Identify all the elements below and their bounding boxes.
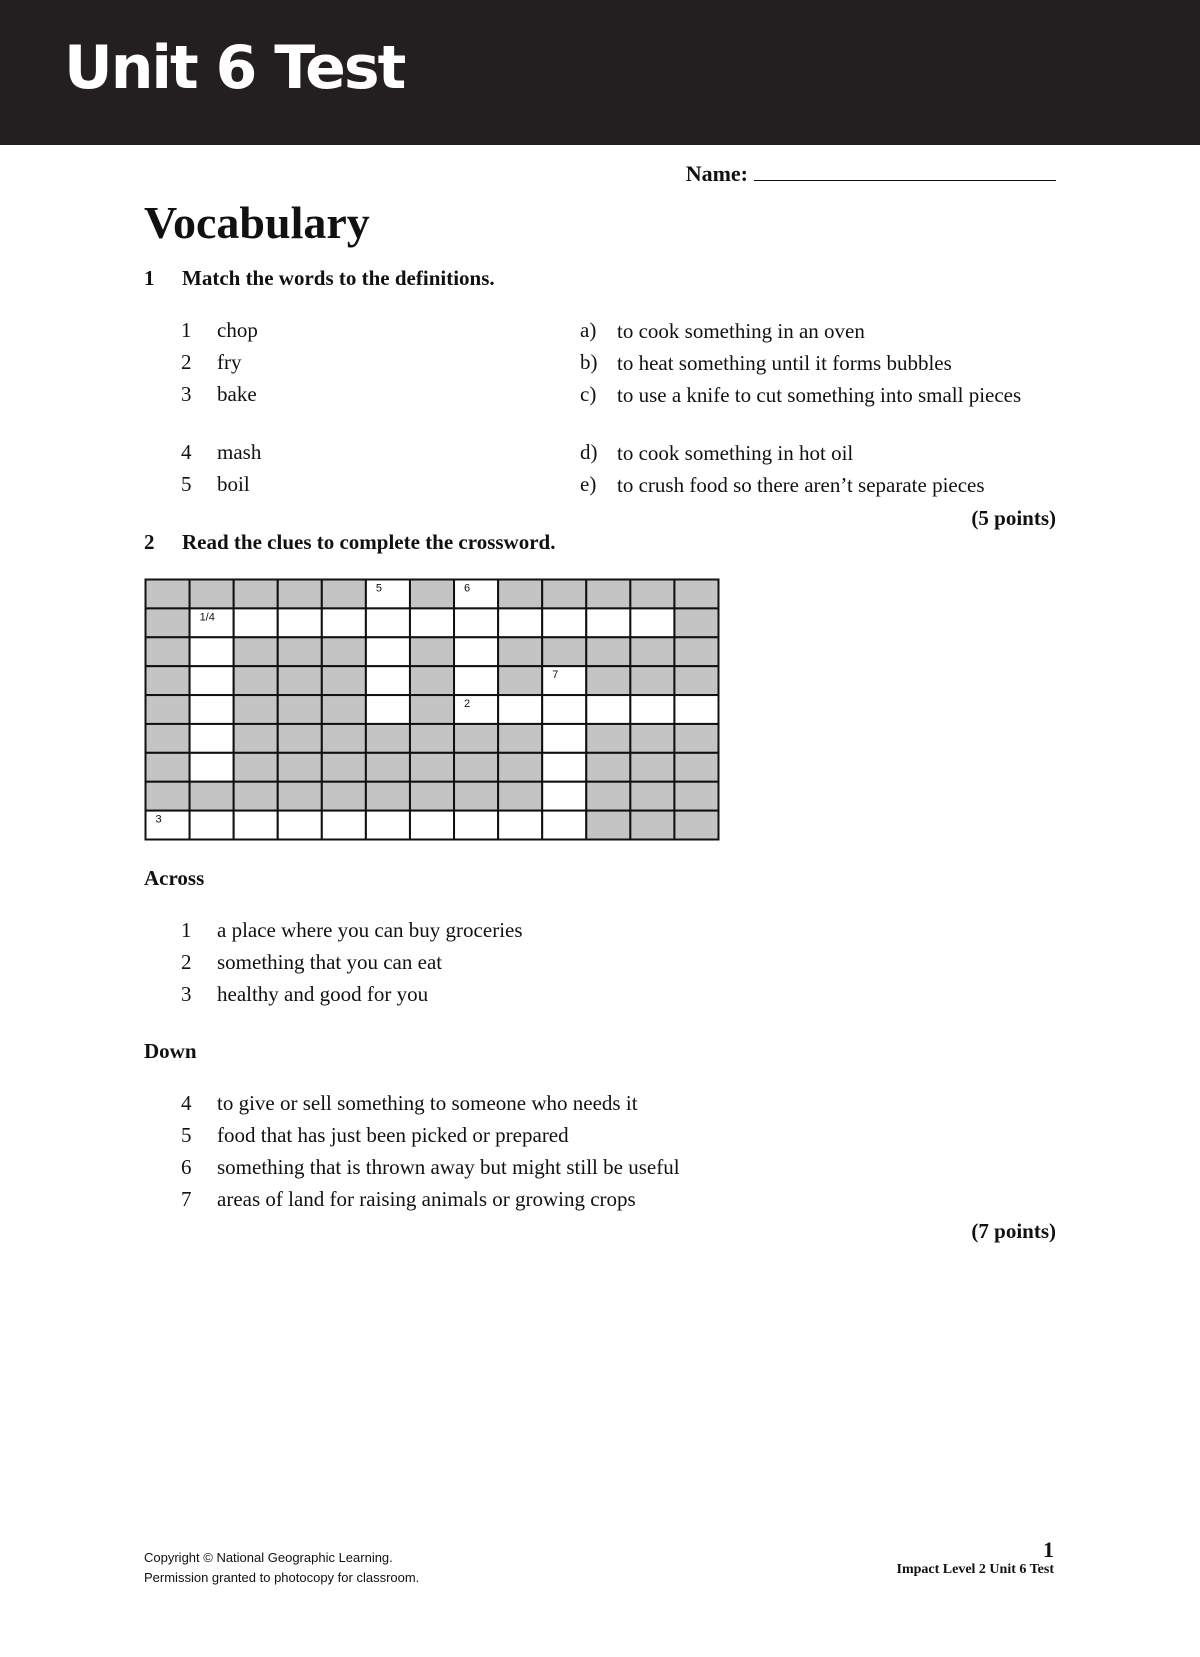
crossword-cell-blocked (410, 782, 454, 811)
crossword-cell-blocked (630, 637, 674, 666)
crossword-grid (144, 578, 720, 841)
crossword-cell-blocked (146, 608, 190, 637)
crossword-cell-blocked (322, 753, 366, 782)
crossword-cell-open[interactable] (410, 608, 454, 637)
crossword-cell-open[interactable] (542, 695, 586, 724)
footer-right (896, 1537, 1055, 1580)
crossword-cell-blocked (586, 782, 630, 811)
crossword-cell-open[interactable] (190, 724, 234, 753)
crossword-cell-blocked (674, 666, 718, 695)
crossword-cell-open[interactable] (542, 811, 586, 840)
crossword-cell-open[interactable] (234, 608, 278, 637)
crossword-clue-number: 3 (155, 813, 162, 826)
section-title: Vocabulary (144, 197, 370, 248)
crossword-cell-blocked (586, 637, 630, 666)
crossword-cell-blocked (322, 666, 366, 695)
crossword-cell-blocked (674, 608, 718, 637)
crossword-clue-number: 2 (464, 698, 471, 711)
down-clue-list: 4 to give or sell something to someone who needs it 5 food that has just been picked or prepared 6 something that is thrown away but might still be useful 7 areas of land for raising animals or growing crops (181, 1091, 680, 1211)
q1-points: (5 points) (971, 506, 1056, 530)
crossword-cell-blocked (322, 782, 366, 811)
name-label: Name: (685, 161, 748, 186)
crossword-cell-blocked (454, 782, 498, 811)
crossword-cell-blocked (146, 753, 190, 782)
crossword-cell-blocked (542, 637, 586, 666)
crossword-cell-blocked (630, 666, 674, 695)
crossword-cell-blocked (498, 666, 542, 695)
crossword-cell-blocked (674, 811, 718, 840)
crossword-cell-open[interactable] (542, 608, 586, 637)
crossword-cell-blocked (410, 695, 454, 724)
crossword-cell-blocked (454, 724, 498, 753)
crossword-cell-blocked (410, 580, 454, 609)
crossword-cell-open[interactable] (190, 753, 234, 782)
crossword-cell-blocked (234, 666, 278, 695)
crossword-cell-open[interactable] (586, 695, 630, 724)
crossword-cell-blocked (542, 580, 586, 609)
crossword-cell-blocked (146, 637, 190, 666)
crossword-cell-blocked (146, 666, 190, 695)
crossword-clue-number: 1/4 (199, 611, 215, 624)
crossword-cell-blocked (630, 724, 674, 753)
q1-definition-list: a) to cook something in an oven b) to heat something until it forms bubbles c) to use a knife to cut something into small pieces d) to cook something in hot oil e) to crush food so there aren’t separate pieces (580, 318, 1022, 497)
header-band (0, 0, 1200, 145)
across-heading: Across (144, 866, 205, 890)
crossword-cell-blocked (586, 753, 630, 782)
crossword-cell-blocked (586, 666, 630, 695)
crossword-cell-blocked (322, 580, 366, 609)
crossword-cell-open[interactable] (410, 811, 454, 840)
crossword-cell-blocked (630, 580, 674, 609)
name-blank-line[interactable] (754, 160, 1056, 181)
crossword-cell-blocked (498, 724, 542, 753)
crossword-cell-blocked (322, 724, 366, 753)
crossword-cell-blocked (366, 724, 410, 753)
crossword-cell-blocked (674, 724, 718, 753)
q1-instruction (144, 266, 495, 291)
crossword-cell-open[interactable] (146, 811, 190, 840)
crossword-cell-blocked (234, 782, 278, 811)
crossword-cell-open[interactable] (190, 637, 234, 666)
page-title: Unit 6 Test (64, 33, 405, 103)
crossword-cell-open[interactable] (234, 811, 278, 840)
crossword-cell-open[interactable] (586, 608, 630, 637)
crossword-cell-blocked (234, 724, 278, 753)
crossword-cell-open[interactable] (190, 666, 234, 695)
crossword-cell-blocked (630, 782, 674, 811)
crossword-cell-open[interactable] (322, 608, 366, 637)
crossword-cell-blocked (278, 637, 322, 666)
crossword-cell-open[interactable] (454, 608, 498, 637)
crossword-clue-number: 7 (552, 669, 559, 682)
crossword-cell-blocked (498, 782, 542, 811)
crossword-cell-open[interactable] (454, 666, 498, 695)
crossword-cell-open[interactable] (190, 811, 234, 840)
crossword-cell-open[interactable] (454, 811, 498, 840)
book-title: Impact Level 2 Unit 6 Test (896, 1562, 1054, 1577)
crossword-cell-open[interactable] (454, 580, 498, 609)
crossword-cell-blocked (410, 666, 454, 695)
crossword-cell-blocked (366, 782, 410, 811)
crossword-cell-open[interactable] (278, 811, 322, 840)
crossword-cell-blocked (322, 637, 366, 666)
crossword-cell-blocked (146, 580, 190, 609)
crossword-cell-blocked (146, 782, 190, 811)
crossword-cell-blocked (234, 753, 278, 782)
crossword-cell-blocked (586, 724, 630, 753)
crossword-cell-open[interactable] (674, 695, 718, 724)
crossword-cell-open[interactable] (366, 580, 410, 609)
crossword-cell-blocked (674, 782, 718, 811)
crossword-cell-blocked (278, 580, 322, 609)
crossword-cell-open[interactable] (454, 695, 498, 724)
crossword-cell-open[interactable] (630, 608, 674, 637)
crossword-cell-open[interactable] (366, 608, 410, 637)
crossword-cell-open[interactable] (190, 695, 234, 724)
crossword-cell-blocked (674, 580, 718, 609)
crossword-cell-blocked (234, 580, 278, 609)
crossword-cell-blocked (234, 637, 278, 666)
footer-copyright (144, 1548, 419, 1588)
copyright-text: Copyright © National Geographic Learning. (144, 1550, 393, 1565)
permission-text: Permission granted to photocopy for classroom. (144, 1570, 420, 1585)
q1-number: 1 (144, 266, 155, 290)
crossword-cell-blocked (498, 753, 542, 782)
crossword-cell-open[interactable] (366, 695, 410, 724)
crossword-cell-open[interactable] (366, 637, 410, 666)
crossword-cell-blocked (278, 695, 322, 724)
crossword-cell-blocked (586, 580, 630, 609)
crossword-cell-open[interactable] (542, 753, 586, 782)
q2-points: (7 points) (971, 1219, 1056, 1243)
crossword-cell-open[interactable] (322, 811, 366, 840)
crossword-cell-open[interactable] (630, 695, 674, 724)
across-clue-list: 1 a place where you can buy groceries 2 something that you can eat 3 healthy and good for you (181, 918, 523, 1006)
crossword-cell-blocked (190, 580, 234, 609)
name-field (686, 160, 1056, 187)
crossword-cell-blocked (498, 580, 542, 609)
page-number: 1 (1043, 1537, 1054, 1562)
crossword-cell-blocked (322, 695, 366, 724)
crossword-cell-open[interactable] (366, 811, 410, 840)
crossword-cell-open[interactable] (498, 608, 542, 637)
crossword-cell-blocked (366, 753, 410, 782)
crossword-cell-blocked (278, 724, 322, 753)
crossword-cell-blocked (278, 782, 322, 811)
crossword-cell-blocked (630, 753, 674, 782)
q2-number: 2 (144, 530, 155, 554)
crossword-cell-open[interactable] (542, 666, 586, 695)
crossword-cell-blocked (234, 695, 278, 724)
crossword-cell-blocked (190, 782, 234, 811)
crossword-cell-open[interactable] (542, 782, 586, 811)
crossword-cell-blocked (146, 695, 190, 724)
down-heading: Down (144, 1039, 197, 1063)
crossword-cell-blocked (586, 811, 630, 840)
crossword-cell-blocked (278, 753, 322, 782)
q1-word-list: 1 chop 2 fry 3 bake 4 mash 5 boil (181, 318, 262, 496)
q2-instruction-text: Read the clues to complete the crossword. (182, 530, 556, 554)
crossword-cell-open[interactable] (498, 695, 542, 724)
crossword-cell-blocked (410, 753, 454, 782)
q2-instruction (144, 530, 555, 555)
crossword-cell-blocked (454, 753, 498, 782)
crossword-cell-open[interactable] (498, 811, 542, 840)
crossword-clue-number: 6 (464, 582, 471, 595)
crossword-cell-blocked (410, 724, 454, 753)
crossword-cell-open[interactable] (366, 666, 410, 695)
crossword-cell-blocked (630, 811, 674, 840)
crossword-cell-blocked (674, 753, 718, 782)
crossword-cell-blocked (146, 724, 190, 753)
crossword-cell-blocked (674, 637, 718, 666)
q1-instruction-text: Match the words to the definitions. (182, 266, 495, 290)
crossword-cell-open[interactable] (454, 637, 498, 666)
crossword-cell-blocked (410, 637, 454, 666)
crossword-cell-open[interactable] (278, 608, 322, 637)
crossword-cell-blocked (278, 666, 322, 695)
crossword-cell-blocked (498, 637, 542, 666)
crossword-cell-open[interactable] (542, 724, 586, 753)
crossword-clue-number: 5 (375, 582, 383, 595)
